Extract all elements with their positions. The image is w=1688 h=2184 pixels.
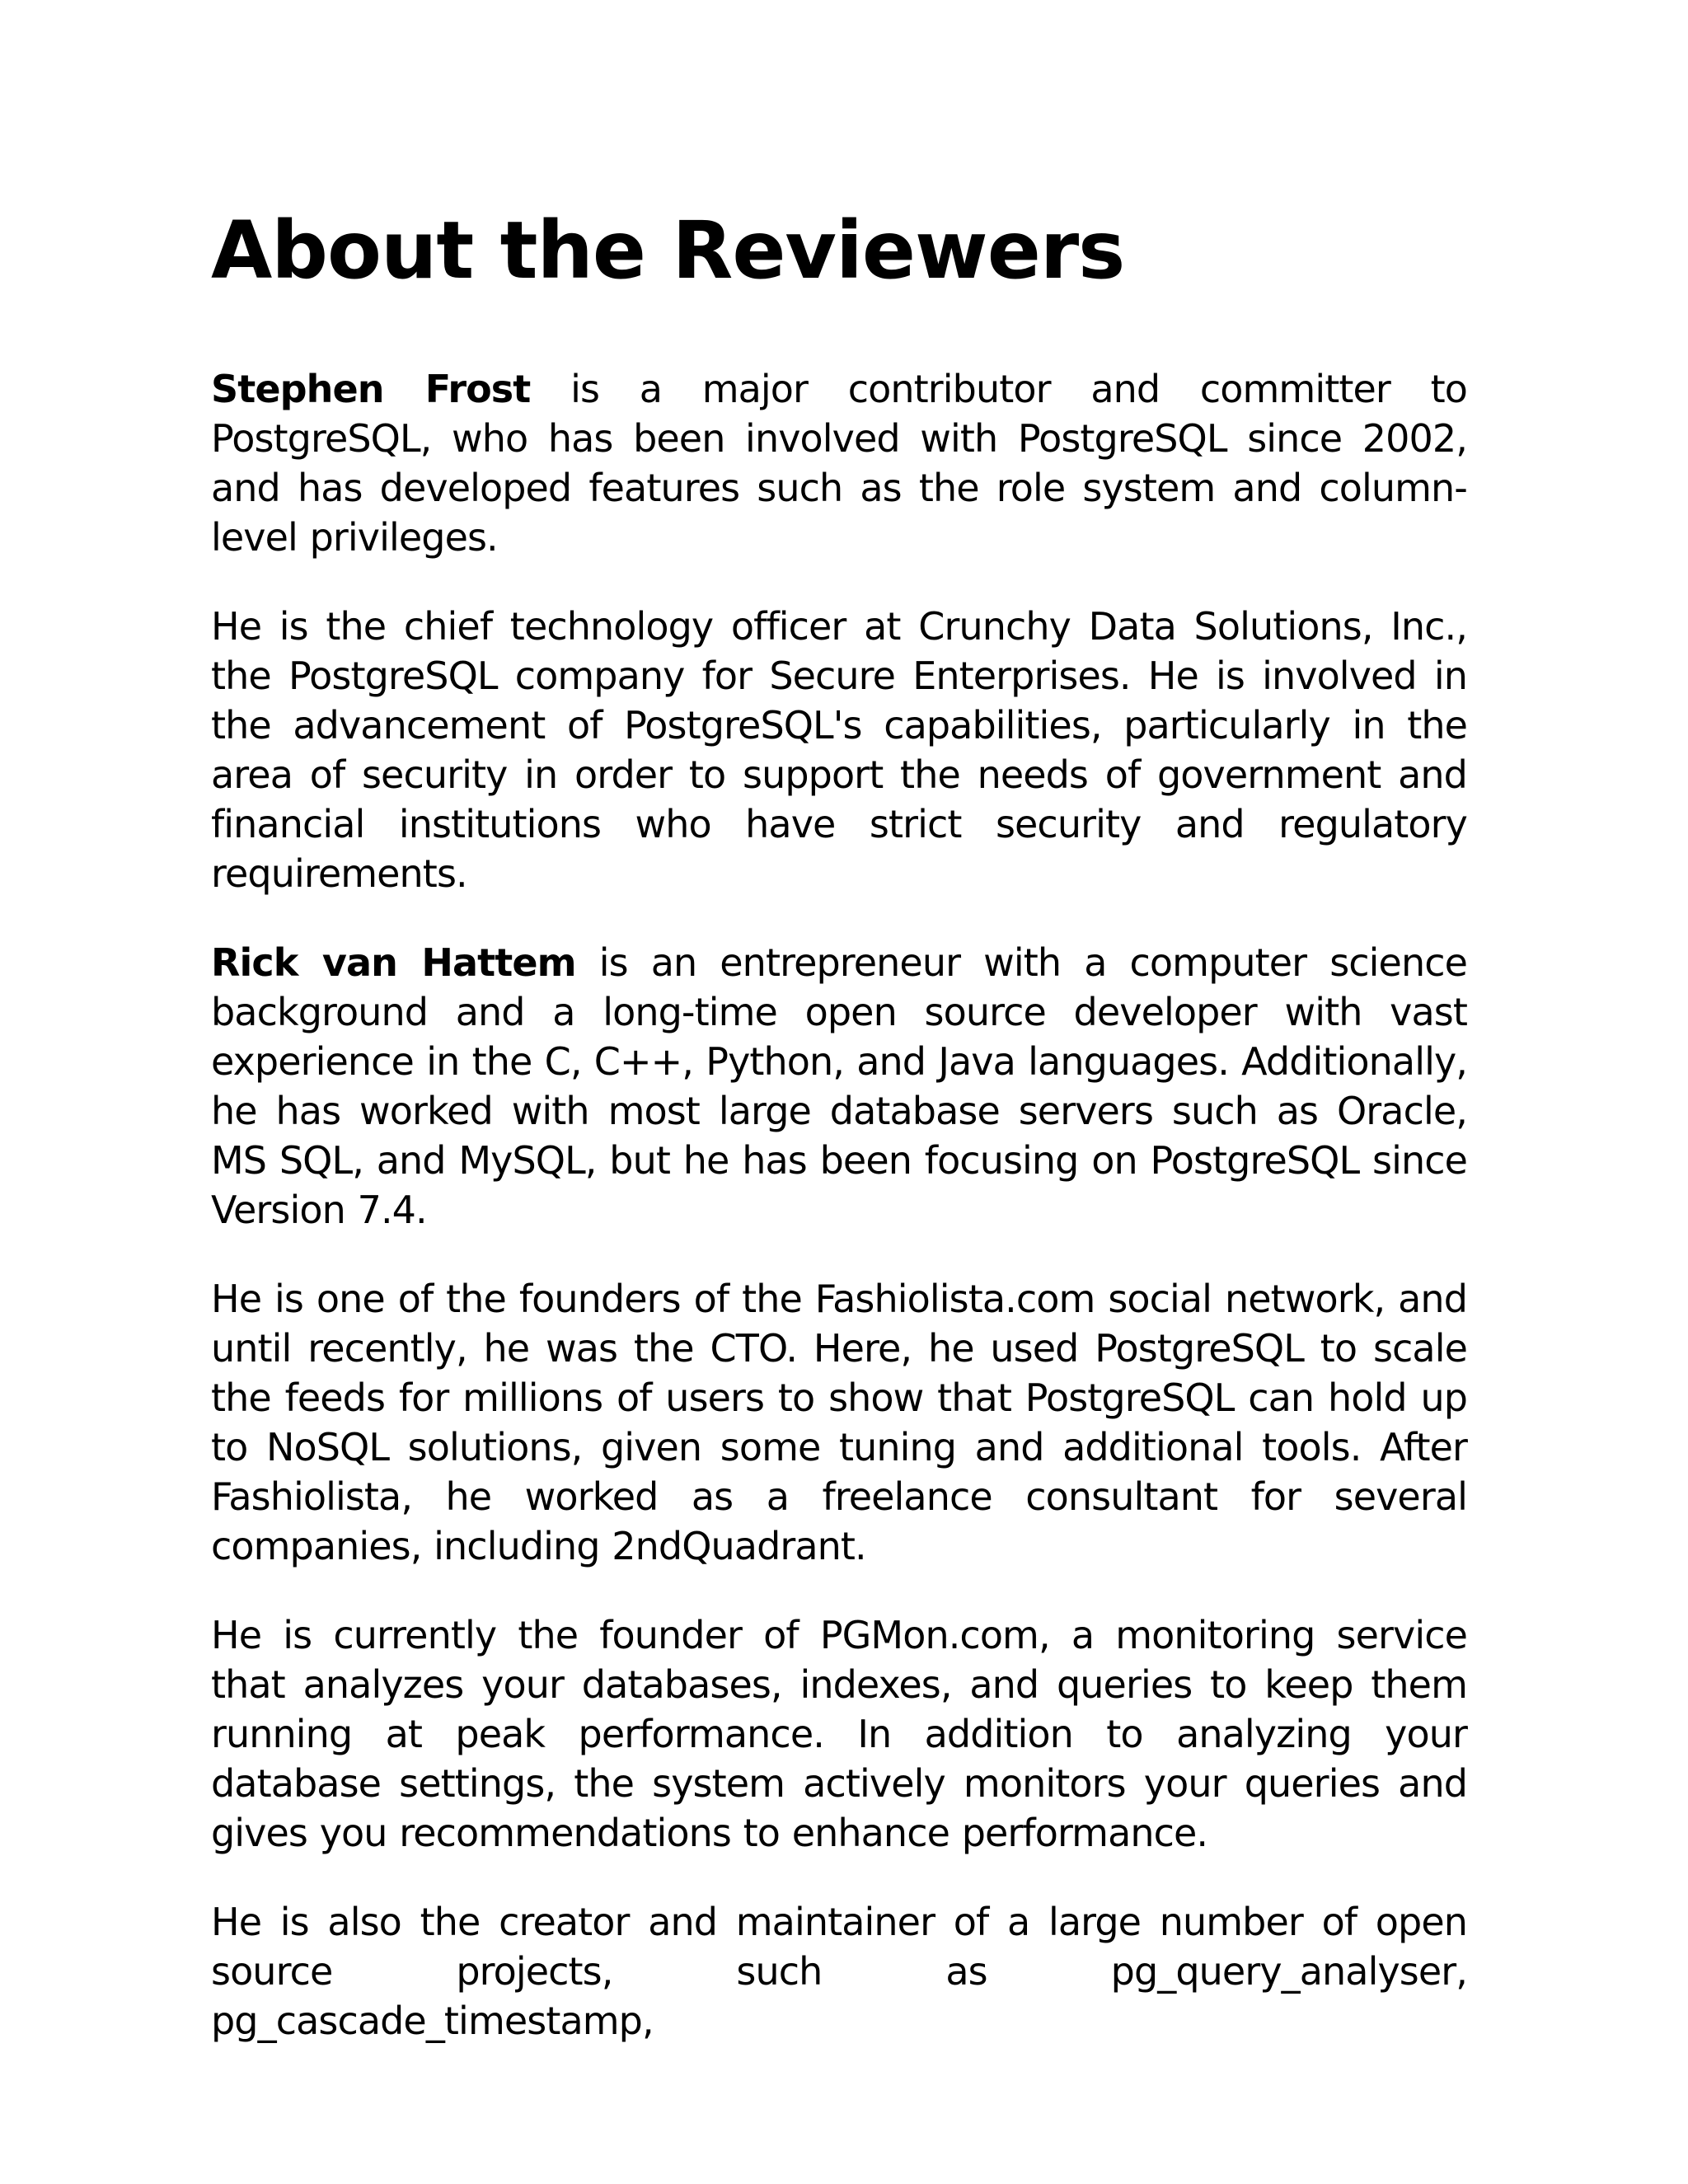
reviewer-bio-paragraph — [211, 364, 1467, 562]
paragraph-text: is a major contributor and committer to PostgreSQL, who has been involved with PostgreSQL since 2002, and has developed features such as the role system and column-level privileges. — [211, 367, 1467, 560]
reviewer-bio-paragraph — [211, 1274, 1467, 1571]
paragraph-text: He is the chief technology officer at Crunchy Data Solutions, Inc., the PostgreSQL company for Secure Enterprises. He is involved in the advancement of PostgreSQL's capabilities, particularly in the area of security in order to support the needs of government and financial institutions who have strict security and regulatory requirements. — [211, 604, 1467, 896]
page-title: About the Reviewers — [211, 204, 1125, 297]
reviewer-name: Stephen Frost — [211, 367, 531, 411]
reviewer-name: Rick van Hattem — [211, 940, 576, 985]
reviewer-bio-paragraph — [211, 602, 1467, 898]
reviewer-bio-paragraph — [211, 938, 1467, 1235]
paragraph-text: He is currently the founder of PGMon.com, a monitoring service that analyzes your databases, indexes, and queries to keep them running at peak performance. In addition to analyzing your database settings, the system actively monitors your queries and gives you recommendations to enhance performance. — [211, 1613, 1467, 1855]
page-content — [211, 204, 1467, 2085]
paragraph-text: He is also the creator and maintainer of a large number of open source projects, such as pg_query_analyser, pg_cascade_timestamp, — [211, 1900, 1467, 2043]
reviewer-bio-paragraph — [211, 1897, 1467, 2046]
paragraph-text: is an entrepreneur with a computer science background and a long-time open source developer with vast experience in the C, C++, Python, and Java languages. Additionally, he has worked with most large database servers such as Oracle, MS SQL, and MySQL, but he has been focusing on PostgreSQL since Version 7.4. — [211, 940, 1468, 1232]
reviewer-bio-paragraph — [211, 1610, 1467, 1858]
paragraph-text: He is one of the founders of the Fashiolista.com social network, and until recently, he was the CTO. Here, he used PostgreSQL to scale the feeds for millions of users to show that PostgreSQL can hold up to NoSQL solutions, given some tuning and additional tools. After Fashiolista, he worked as a freelance consultant for several companies, including 2ndQuadrant. — [211, 1277, 1467, 1568]
